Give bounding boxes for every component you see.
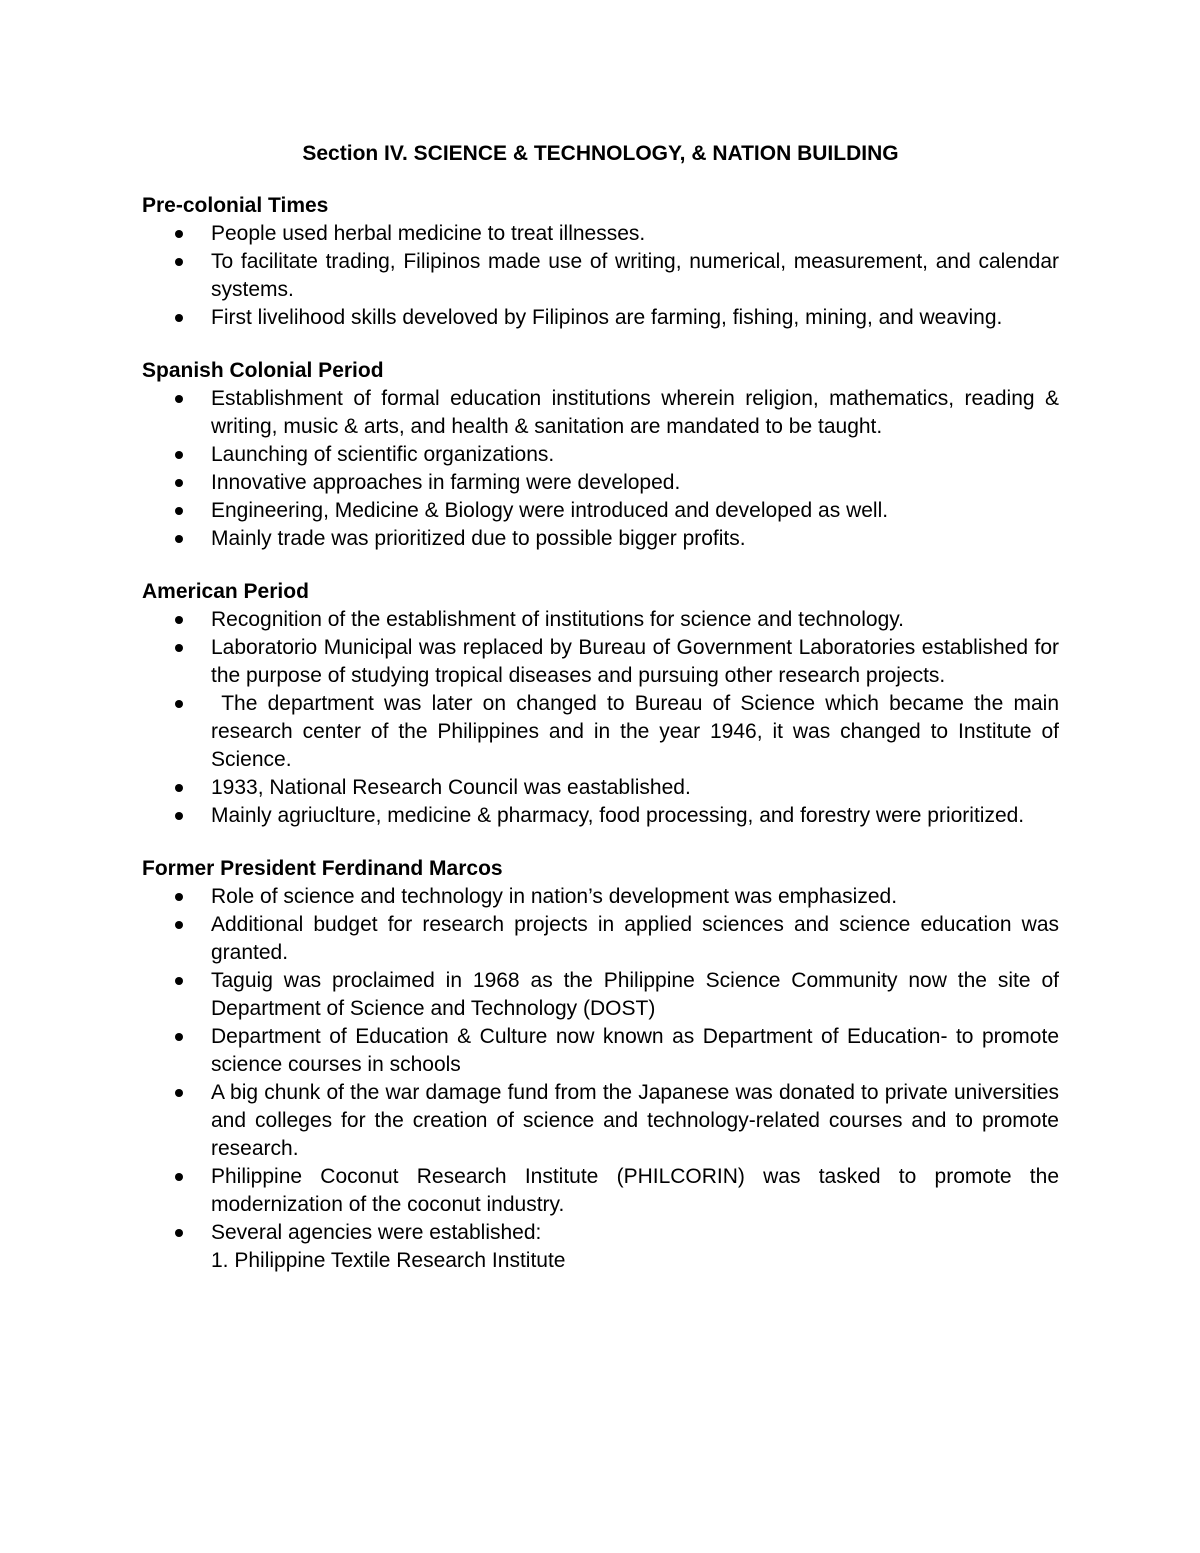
list-item-text: Mainly agriuclture, medicine & pharmacy, food processing, and forestry were prioritized. bbox=[211, 804, 1025, 827]
bullet-icon bbox=[175, 812, 183, 820]
list-item bbox=[142, 220, 1059, 248]
list-item bbox=[142, 441, 1059, 469]
document-page bbox=[142, 138, 1065, 1300]
list-item-text: To facilitate trading, Filipinos made use of writing, numerical, measurement, and calendar systems. bbox=[211, 250, 1059, 301]
list-item-text: Additional budget for research projects in applied sciences and science education was granted. bbox=[211, 913, 1059, 964]
list-item-text: First livelihood skills develoved by Filipinos are farming, fishing, mining, and weaving. bbox=[211, 306, 1003, 329]
section-american bbox=[142, 578, 1065, 830]
bullet-list bbox=[142, 385, 1059, 553]
list-item bbox=[142, 802, 1059, 830]
bullet-icon bbox=[175, 977, 183, 985]
list-item bbox=[142, 634, 1059, 690]
list-item bbox=[142, 774, 1059, 802]
bullet-icon bbox=[175, 700, 183, 708]
list-item bbox=[142, 304, 1059, 332]
list-item-text: Role of science and technology in nation’s development was emphasized. bbox=[211, 885, 898, 908]
list-item-text: The department was later on changed to Bureau of Science which became the main research center of the Philippines and in the year 1946, it was changed to Institute of Science. bbox=[211, 692, 1065, 771]
list-item-text: Department of Education & Culture now known as Department of Education- to promote science courses in schools bbox=[211, 1025, 1059, 1076]
list-item bbox=[142, 1023, 1059, 1079]
list-item bbox=[142, 911, 1059, 967]
list-item-text: Recognition of the establishment of institutions for science and technology. bbox=[211, 608, 905, 631]
list-item-text: Establishment of formal education institutions wherein religion, mathematics, reading & writing, music & arts, and health & sanitation are mandated to be taught. bbox=[211, 387, 1059, 438]
list-item-text: A big chunk of the war damage fund from the Japanese was donated to private universities and colleges for the creation of science and technology-related courses and to promote research. bbox=[211, 1081, 1059, 1160]
list-item-text: People used herbal medicine to treat illnesses. bbox=[211, 222, 646, 245]
list-item bbox=[142, 883, 1059, 911]
list-item-text: Taguig was proclaimed in 1968 as the Philippine Science Community now the site of Department of Science and Technology (DOST) bbox=[211, 969, 1059, 1020]
bullet-icon bbox=[175, 1089, 183, 1097]
list-item bbox=[142, 1079, 1059, 1163]
bullet-icon bbox=[175, 1173, 183, 1181]
bullet-icon bbox=[175, 1229, 183, 1237]
list-item bbox=[142, 248, 1059, 304]
list-item bbox=[142, 690, 1065, 774]
bullet-icon bbox=[175, 395, 183, 403]
section-marcos bbox=[142, 855, 1059, 1275]
list-item bbox=[142, 967, 1059, 1023]
section-pre-colonial bbox=[142, 192, 1059, 332]
bullet-list bbox=[142, 883, 1059, 1275]
list-item-text: Mainly trade was prioritized due to possible bigger profits. bbox=[211, 527, 746, 550]
bullet-icon bbox=[175, 644, 183, 652]
list-item-text: Innovative approaches in farming were developed. bbox=[211, 471, 681, 494]
section-spanish-colonial bbox=[142, 357, 1059, 553]
list-item-text: Engineering, Medicine & Biology were introduced and developed as well. bbox=[211, 499, 889, 522]
section-heading: Former President Ferdinand Marcos bbox=[142, 857, 503, 880]
bullet-icon bbox=[175, 535, 183, 543]
list-item-text: Laboratorio Municipal was replaced by Bureau of Government Laboratories established for the purpose of studying tropical diseases and pursuing other research projects. bbox=[211, 636, 1059, 687]
bullet-icon bbox=[175, 314, 183, 322]
section-heading: Pre-colonial Times bbox=[142, 194, 329, 217]
document-title: Section IV. SCIENCE & TECHNOLOGY, & NATION BUILDING bbox=[302, 142, 899, 165]
list-item bbox=[142, 469, 1059, 497]
section-heading: Spanish Colonial Period bbox=[142, 359, 384, 382]
bullet-icon bbox=[175, 507, 183, 515]
list-item bbox=[142, 385, 1059, 441]
list-item-text: Several agencies were established: bbox=[211, 1221, 542, 1244]
bullet-list bbox=[142, 606, 1065, 830]
bullet-list bbox=[142, 220, 1059, 332]
list-item-text: 1933, National Research Council was eastablished. bbox=[211, 776, 691, 799]
bullet-icon bbox=[175, 784, 183, 792]
list-item bbox=[142, 497, 1059, 525]
bullet-icon bbox=[175, 616, 183, 624]
list-item bbox=[142, 1163, 1059, 1219]
bullet-icon bbox=[175, 230, 183, 238]
bullet-icon bbox=[175, 258, 183, 266]
list-item bbox=[142, 606, 1059, 634]
bullet-icon bbox=[175, 479, 183, 487]
list-item bbox=[142, 1219, 1059, 1275]
bullet-icon bbox=[175, 451, 183, 459]
bullet-icon bbox=[175, 921, 183, 929]
list-item-text: Launching of scientific organizations. bbox=[211, 443, 555, 466]
bullet-icon bbox=[175, 1033, 183, 1041]
bullet-icon bbox=[175, 893, 183, 901]
list-item bbox=[142, 525, 1059, 553]
list-item-text: Philippine Coconut Research Institute (PHILCORIN) was tasked to promote the modernization of the coconut industry. bbox=[211, 1165, 1059, 1216]
section-heading: American Period bbox=[142, 580, 309, 603]
sublist-item: 1. Philippine Textile Research Institute bbox=[211, 1249, 566, 1272]
